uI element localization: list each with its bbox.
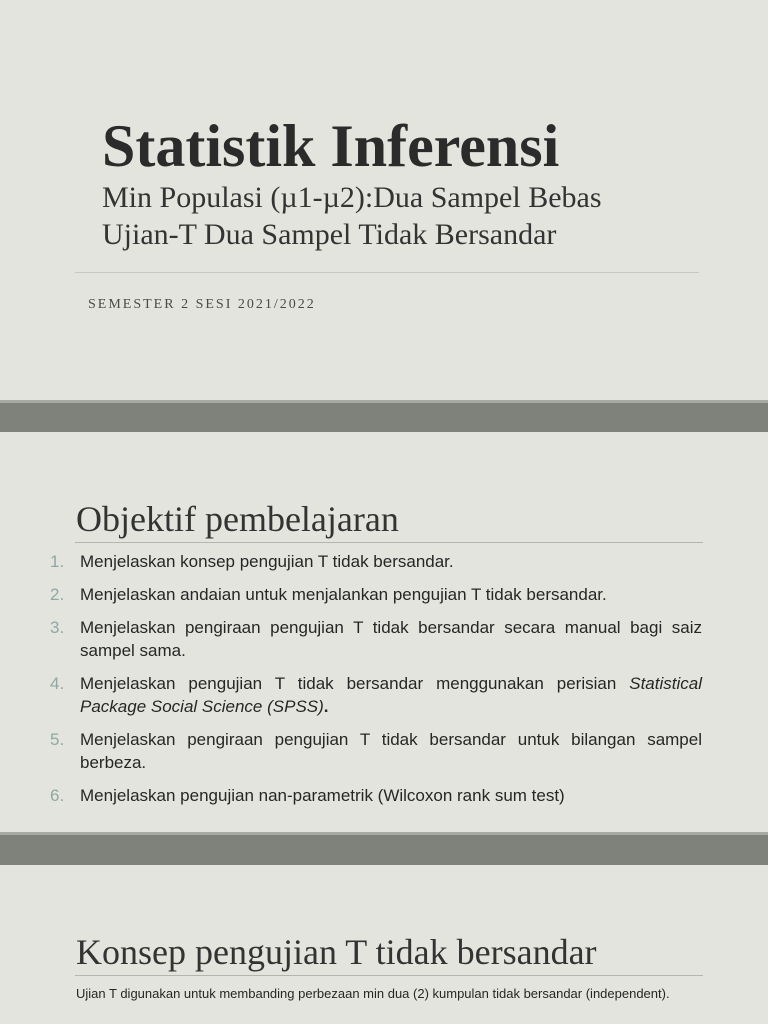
title-slide [0, 0, 768, 400]
list-item [50, 672, 702, 718]
slide-subtitle-line2: Ujian-T Dua Sampel Tidak Bersandar [102, 218, 557, 251]
list-text-end: . [323, 697, 329, 716]
list-text-italic: Statistical Package Social Science (SPSS) [80, 674, 702, 716]
list-number: 2. [50, 585, 65, 604]
list-item [50, 616, 702, 662]
list-item [50, 583, 702, 606]
slide-title: Statistik Inferensi [102, 113, 560, 179]
list-text: Menjelaskan pengiraan pengujian T tidak bersandar secara manual bagi saiz sampel sama. [80, 618, 702, 660]
list-text-wrapper [80, 672, 702, 718]
list-number: 1. [50, 552, 65, 571]
list-item [50, 728, 702, 774]
objectives-slide [0, 432, 768, 832]
concept-divider [75, 975, 703, 976]
concept-body: Ujian T digunakan untuk membanding perbezaan min dua (2) kumpulan tidak bersandar (independent). [76, 986, 670, 1001]
list-text: Menjelaskan pengujian T tidak bersandar menggunakan perisian [80, 674, 617, 693]
list-text: Menjelaskan pengujian nan-parametrik (Wilcoxon rank sum test) [80, 786, 565, 805]
objectives-heading: Objektif pembelajaran [76, 499, 399, 539]
list-number: 4. [50, 674, 65, 693]
semester-label: SEMESTER 2 SESI 2021/2022 [88, 297, 316, 312]
objectives-list [50, 550, 702, 817]
concept-heading: Konsep pengujian T tidak bersandar [76, 932, 597, 972]
list-item [50, 784, 702, 807]
list-text: Menjelaskan pengiraan pengujian T tidak bersandar untuk bilangan sampel berbeza. [80, 730, 702, 772]
objectives-divider [75, 542, 703, 543]
slide-separator [0, 832, 768, 865]
list-number: 6. [50, 786, 65, 805]
slide-subtitle-line1: Min Populasi (µ1-µ2):Dua Sampel Bebas [102, 181, 602, 214]
title-divider [75, 272, 699, 273]
list-number: 3. [50, 618, 65, 637]
list-text: Menjelaskan andaian untuk menjalankan pengujian T tidak bersandar. [80, 585, 607, 604]
list-item [50, 550, 702, 573]
concept-slide [0, 865, 768, 1024]
list-text: Menjelaskan konsep pengujian T tidak bersandar. [80, 552, 454, 571]
slide-separator [0, 400, 768, 432]
list-number: 5. [50, 730, 65, 749]
